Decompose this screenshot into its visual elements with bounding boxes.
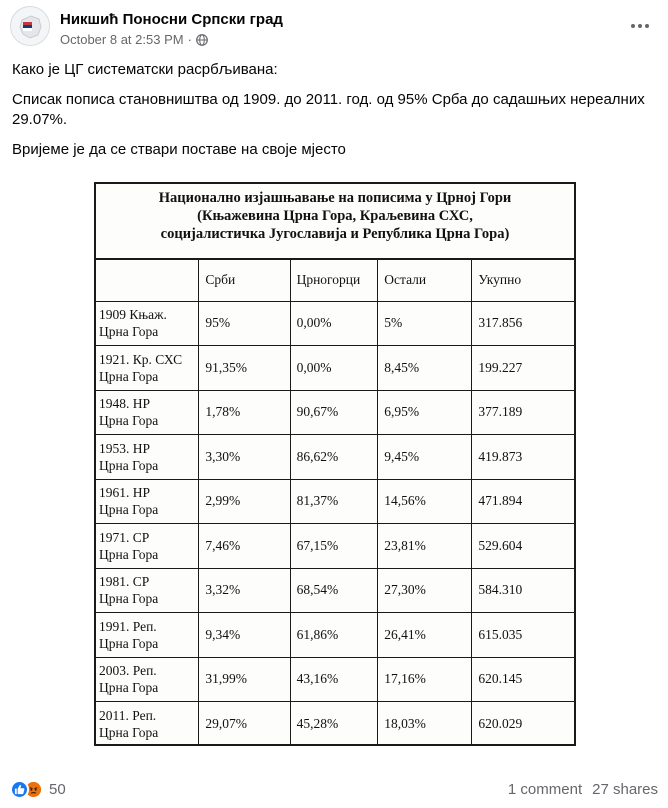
census-table <box>96 260 574 746</box>
post-body <box>12 60 652 170</box>
header-cell-total: Укупно <box>472 260 574 301</box>
census-year-label: Црна Гора <box>99 591 159 607</box>
total-cell: 199.227 <box>472 346 574 391</box>
serbs-cell: 1,78% <box>199 390 290 435</box>
census-year-cell <box>96 390 199 435</box>
post-paragraph: Како је ЦГ систематски расрбљивана: <box>12 61 278 78</box>
table-row <box>96 657 574 702</box>
montenegrins-cell: 90,67% <box>290 390 378 435</box>
others-cell: 17,16% <box>378 657 472 702</box>
census-year-label: Црна Гора <box>99 413 159 429</box>
serbs-cell: 3,30% <box>199 435 290 480</box>
header-cell-montenegrins: Црногорци <box>290 260 378 301</box>
total-cell: 615.035 <box>472 613 574 658</box>
serbs-cell: 29,07% <box>199 702 290 747</box>
more-dot <box>631 24 635 28</box>
reaction-count: 50 <box>49 781 66 798</box>
census-year-label: 1909 Књаж. <box>99 307 167 323</box>
total-cell: 377.189 <box>472 390 574 435</box>
serbs-cell: 7,46% <box>199 524 290 569</box>
census-year-label: 1981. СР <box>99 574 150 590</box>
census-year-cell <box>96 346 199 391</box>
montenegrins-cell: 0,00% <box>290 301 378 346</box>
header-cell-serbs: Срби <box>199 260 290 301</box>
others-cell: 8,45% <box>378 346 472 391</box>
census-year-label: 2003. Реп. <box>99 663 157 679</box>
others-cell: 27,30% <box>378 568 472 613</box>
census-year-label: 1991. Реп. <box>99 618 157 634</box>
census-year-label: 2011. Реп. <box>99 708 157 723</box>
table-row <box>96 390 574 435</box>
table-title <box>96 184 574 260</box>
table-title-line: социјалистичка Југославија и Република Црна Гора) <box>160 226 510 242</box>
others-cell: 23,81% <box>378 524 472 569</box>
more-dot <box>645 24 649 28</box>
montenegrins-cell: 45,28% <box>290 702 378 747</box>
table-header-row <box>96 260 574 301</box>
census-year-label: 1971. СР <box>99 529 150 545</box>
total-cell: 471.894 <box>472 479 574 524</box>
serbs-cell: 3,32% <box>199 568 290 613</box>
total-cell: 620.029 <box>472 702 574 747</box>
more-dot <box>638 24 642 28</box>
census-year-cell <box>96 613 199 658</box>
table-title-line: Национално изјашњавање на пописима у Црној Гори <box>158 190 512 206</box>
census-year-label: Црна Гора <box>99 324 159 340</box>
header-cell-others: Остали <box>378 260 472 301</box>
table-row <box>96 346 574 391</box>
census-year-label: 1953. НР <box>99 440 151 456</box>
census-year-cell <box>96 479 199 524</box>
census-year-label: 1961. НР <box>99 485 151 501</box>
table-row <box>96 568 574 613</box>
page-name-link[interactable]: Никшић Поносни Српски град <box>60 11 283 28</box>
serbs-cell: 31,99% <box>199 657 290 702</box>
census-year-cell <box>96 524 199 569</box>
serbs-cell: 91,35% <box>199 346 290 391</box>
census-year-label: Црна Гора <box>99 546 159 562</box>
census-year-label: Црна Гора <box>99 368 159 384</box>
montenegrins-cell: 67,15% <box>290 524 378 569</box>
census-year-label: Црна Гора <box>99 680 159 696</box>
montenegrins-cell: 43,16% <box>290 657 378 702</box>
reactions-summary[interactable] <box>10 780 66 799</box>
table-row <box>96 524 574 569</box>
census-year-label: 1948. НР <box>99 396 151 412</box>
census-year-cell <box>96 702 199 747</box>
census-year-label: Црна Гора <box>99 457 159 473</box>
serbs-cell: 9,34% <box>199 613 290 658</box>
total-cell: 529.604 <box>472 524 574 569</box>
serbs-cell: 2,99% <box>199 479 290 524</box>
census-year-cell <box>96 435 199 480</box>
meta-separator: · <box>187 32 192 47</box>
post-footer <box>10 778 658 802</box>
page-avatar[interactable] <box>10 6 50 46</box>
montenegrins-cell: 0,00% <box>290 346 378 391</box>
post-timestamp[interactable]: October 8 at 2:53 PM <box>60 32 184 47</box>
post-header <box>10 6 658 50</box>
others-cell: 26,41% <box>378 613 472 658</box>
census-year-label: 1921. Кр. СХС <box>99 351 183 367</box>
table-row <box>96 613 574 658</box>
montenegrins-cell: 61,86% <box>290 613 378 658</box>
post-paragraph: Вријеме је да се ствари поставе на своје мјесто <box>12 141 346 158</box>
table-row <box>96 435 574 480</box>
census-year-cell <box>96 301 199 346</box>
total-cell: 317.856 <box>472 301 574 346</box>
others-cell: 9,45% <box>378 435 472 480</box>
serbs-cell: 95% <box>199 301 290 346</box>
others-cell: 6,95% <box>378 390 472 435</box>
census-year-label: Црна Гора <box>99 635 159 651</box>
like-icon <box>10 780 29 799</box>
table-title-line: (Књажевина Црна Гора, Краљевина СХС, <box>197 208 473 224</box>
total-cell: 620.145 <box>472 657 574 702</box>
total-cell: 419.873 <box>472 435 574 480</box>
shares-link[interactable]: 27 shares <box>592 781 658 798</box>
post-meta <box>60 32 208 47</box>
census-year-label: Црна Гора <box>99 502 159 518</box>
others-cell: 18,03% <box>378 702 472 747</box>
census-year-cell <box>96 657 199 702</box>
more-options-button[interactable] <box>626 16 654 36</box>
census-year-cell <box>96 568 199 613</box>
globe-icon <box>196 34 208 46</box>
montenegrins-cell: 86,62% <box>290 435 378 480</box>
total-cell: 584.310 <box>472 568 574 613</box>
montenegrins-cell: 81,37% <box>290 479 378 524</box>
montenegrins-cell: 68,54% <box>290 568 378 613</box>
others-cell: 14,56% <box>378 479 472 524</box>
census-year-label: Црна Гора <box>99 725 159 740</box>
table-row <box>96 479 574 524</box>
others-cell: 5% <box>378 301 472 346</box>
post-paragraph: Списак пописа становништва од 1909. до 2011. год. од 95% Срба до садашњих нереалних 29.07%. <box>12 91 645 128</box>
post-stats <box>508 781 658 798</box>
census-table-image <box>94 182 576 746</box>
table-row <box>96 301 574 346</box>
comments-link[interactable]: 1 comment <box>507 781 583 798</box>
header-cell-year <box>96 260 199 301</box>
table-row <box>96 702 574 747</box>
post-photo[interactable] <box>0 166 668 766</box>
